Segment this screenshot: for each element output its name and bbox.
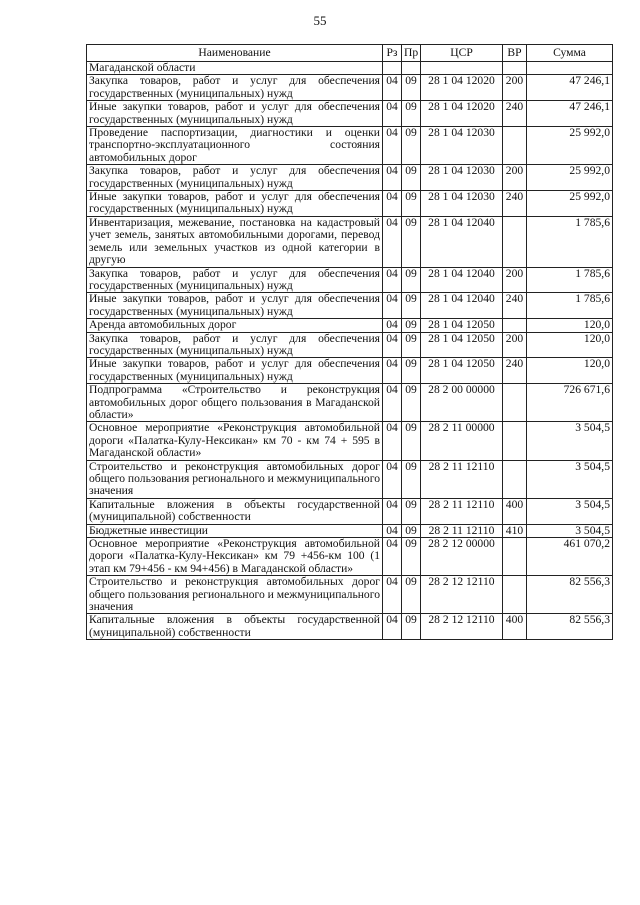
cell-vr: 200 [503,332,527,358]
cell-sum: 3 504,5 [527,460,613,498]
cell-pr: 09 [402,422,421,460]
cell-sum: 3 504,5 [527,498,613,524]
table-row [87,319,613,332]
cell-vr: 240 [503,101,527,127]
cell-rz: 04 [383,614,402,640]
cell-vr [503,62,527,75]
cell-csr: 28 1 04 12030 [421,191,503,217]
cell-csr: 28 1 04 12030 [421,165,503,191]
cell-rz: 04 [383,358,402,384]
cell-pr: 09 [402,524,421,537]
cell-pr: 09 [402,614,421,640]
cell-vr [503,319,527,332]
table-row [87,62,613,75]
cell-sum: 82 556,3 [527,576,613,614]
table-row [87,538,613,576]
cell-vr [503,576,527,614]
cell-sum: 3 504,5 [527,422,613,460]
cell-sum: 3 504,5 [527,524,613,537]
cell-rz: 04 [383,267,402,293]
column-header-name: Наименование [87,45,383,62]
cell-csr: 28 2 12 12110 [421,576,503,614]
cell-rz: 04 [383,384,402,422]
cell-csr: 28 1 04 12040 [421,293,503,319]
cell-pr: 09 [402,293,421,319]
column-header-csr: ЦСР [421,45,503,62]
cell-rz: 04 [383,498,402,524]
cell-name: Инвентаризация, межевание, постановка на кадастровый учет земель, занятых автомобильными дорогами, перевод земель или земельных участков из одной категории в другую [87,216,383,267]
cell-vr [503,460,527,498]
page-number: 55 [313,13,327,28]
cell-csr: 28 1 04 12020 [421,101,503,127]
table-row [87,216,613,267]
cell-rz: 04 [383,216,402,267]
cell-name: Закупка товаров, работ и услуг для обеспечения государственных (муниципальных) нужд [87,165,383,191]
cell-csr: 28 1 04 12020 [421,75,503,101]
cell-name: Строительство и реконструкция автомобильных дорог общего пользования регионального и межмуниципального значения [87,576,383,614]
cell-rz: 04 [383,127,402,165]
cell-pr: 09 [402,127,421,165]
table-header-row [87,45,613,62]
cell-pr: 09 [402,191,421,217]
cell-csr: 28 1 04 12040 [421,267,503,293]
cell-pr: 09 [402,216,421,267]
table-row [87,293,613,319]
cell-sum: 82 556,3 [527,614,613,640]
column-header-vr: ВР [503,45,527,62]
cell-name: Иные закупки товаров, работ и услуг для обеспечения государственных (муниципальных) нужд [87,101,383,127]
cell-sum [527,62,613,75]
cell-sum: 25 992,0 [527,165,613,191]
table-row [87,498,613,524]
cell-sum: 1 785,6 [527,216,613,267]
table-row [87,460,613,498]
cell-name: Капитальные вложения в объекты государственной (муниципальной) собственности [87,614,383,640]
column-header-sum: Сумма [527,45,613,62]
cell-csr: 28 2 11 12110 [421,524,503,537]
cell-csr: 28 1 04 12050 [421,332,503,358]
cell-pr: 09 [402,498,421,524]
cell-name: Основное мероприятие «Реконструкция автомобильной дороги «Палатка-Кулу-Нексикан» км 70 - км 74 + 595 в Магаданской области» [87,422,383,460]
cell-vr: 200 [503,267,527,293]
cell-rz: 04 [383,75,402,101]
cell-rz: 04 [383,576,402,614]
cell-rz [383,62,402,75]
table-row [87,358,613,384]
cell-name: Магаданской области [87,62,383,75]
cell-sum: 120,0 [527,358,613,384]
cell-sum: 25 992,0 [527,127,613,165]
cell-rz: 04 [383,524,402,537]
cell-name: Закупка товаров, работ и услуг для обеспечения государственных (муниципальных) нужд [87,75,383,101]
cell-vr [503,422,527,460]
cell-rz: 04 [383,319,402,332]
cell-sum: 461 070,2 [527,538,613,576]
cell-rz: 04 [383,460,402,498]
cell-vr [503,384,527,422]
cell-pr: 09 [402,267,421,293]
cell-sum: 47 246,1 [527,75,613,101]
table-row [87,576,613,614]
cell-pr: 09 [402,384,421,422]
cell-vr: 240 [503,191,527,217]
cell-sum: 25 992,0 [527,191,613,217]
table-row [87,75,613,101]
cell-name: Основное мероприятие «Реконструкция автомобильной дороги «Палатка-Кулу-Нексикан» км 79 +456-км 100 (1 этап км 79+456 - км 94+456) в Магаданской области» [87,538,383,576]
cell-pr: 09 [402,358,421,384]
cell-csr: 28 2 11 12110 [421,498,503,524]
table-row [87,614,613,640]
cell-csr: 28 2 12 12110 [421,614,503,640]
cell-name: Иные закупки товаров, работ и услуг для обеспечения государственных (муниципальных) нужд [87,191,383,217]
table-row [87,191,613,217]
cell-csr: 28 2 12 00000 [421,538,503,576]
budget-table [86,44,613,640]
cell-pr [402,62,421,75]
table-row [87,267,613,293]
cell-csr: 28 1 04 12030 [421,127,503,165]
cell-name: Иные закупки товаров, работ и услуг для обеспечения государственных (муниципальных) нужд [87,293,383,319]
cell-pr: 09 [402,538,421,576]
cell-rz: 04 [383,538,402,576]
cell-pr: 09 [402,319,421,332]
cell-sum: 726 671,6 [527,384,613,422]
cell-rz: 04 [383,101,402,127]
cell-csr: 28 2 11 00000 [421,422,503,460]
cell-name: Капитальные вложения в объекты государственной (муниципальной) собственности [87,498,383,524]
cell-pr: 09 [402,460,421,498]
cell-sum: 47 246,1 [527,101,613,127]
cell-name: Закупка товаров, работ и услуг для обеспечения государственных (муниципальных) нужд [87,332,383,358]
cell-pr: 09 [402,165,421,191]
column-header-pr: Пр [402,45,421,62]
cell-vr: 240 [503,293,527,319]
cell-vr: 200 [503,75,527,101]
cell-csr: 28 2 11 12110 [421,460,503,498]
table-row [87,165,613,191]
table-row [87,127,613,165]
cell-vr: 400 [503,498,527,524]
cell-name: Бюджетные инвестиции [87,524,383,537]
cell-sum: 120,0 [527,332,613,358]
cell-name: Проведение паспортизации, диагностики и оценки транспортно-эксплуатационного состояния автомобильных дорог [87,127,383,165]
cell-csr: 28 1 04 12040 [421,216,503,267]
cell-csr: 28 1 04 12050 [421,319,503,332]
cell-sum: 1 785,6 [527,293,613,319]
cell-pr: 09 [402,332,421,358]
table-row [87,332,613,358]
cell-pr: 09 [402,101,421,127]
cell-name: Подпрограмма «Строительство и реконструкция автомобильных дорог общего пользования в Магаданской области» [87,384,383,422]
cell-vr [503,216,527,267]
column-header-rz: Рз [383,45,402,62]
cell-pr: 09 [402,75,421,101]
table-body [87,62,613,640]
cell-csr [421,62,503,75]
cell-rz: 04 [383,332,402,358]
table-row [87,101,613,127]
cell-vr [503,538,527,576]
cell-sum: 120,0 [527,319,613,332]
table-row [87,384,613,422]
cell-rz: 04 [383,191,402,217]
cell-name: Строительство и реконструкция автомобильных дорог общего пользования регионального и межмуниципального значения [87,460,383,498]
cell-vr [503,127,527,165]
cell-vr: 400 [503,614,527,640]
cell-name: Аренда автомобильных дорог [87,319,383,332]
table-row [87,422,613,460]
cell-csr: 28 1 04 12050 [421,358,503,384]
cell-vr: 200 [503,165,527,191]
cell-sum: 1 785,6 [527,267,613,293]
table-row [87,524,613,537]
cell-rz: 04 [383,293,402,319]
cell-name: Закупка товаров, работ и услуг для обеспечения государственных (муниципальных) нужд [87,267,383,293]
cell-name: Иные закупки товаров, работ и услуг для обеспечения государственных (муниципальных) нужд [87,358,383,384]
cell-vr: 410 [503,524,527,537]
cell-rz: 04 [383,165,402,191]
cell-pr: 09 [402,576,421,614]
cell-rz: 04 [383,422,402,460]
cell-vr: 240 [503,358,527,384]
cell-csr: 28 2 00 00000 [421,384,503,422]
